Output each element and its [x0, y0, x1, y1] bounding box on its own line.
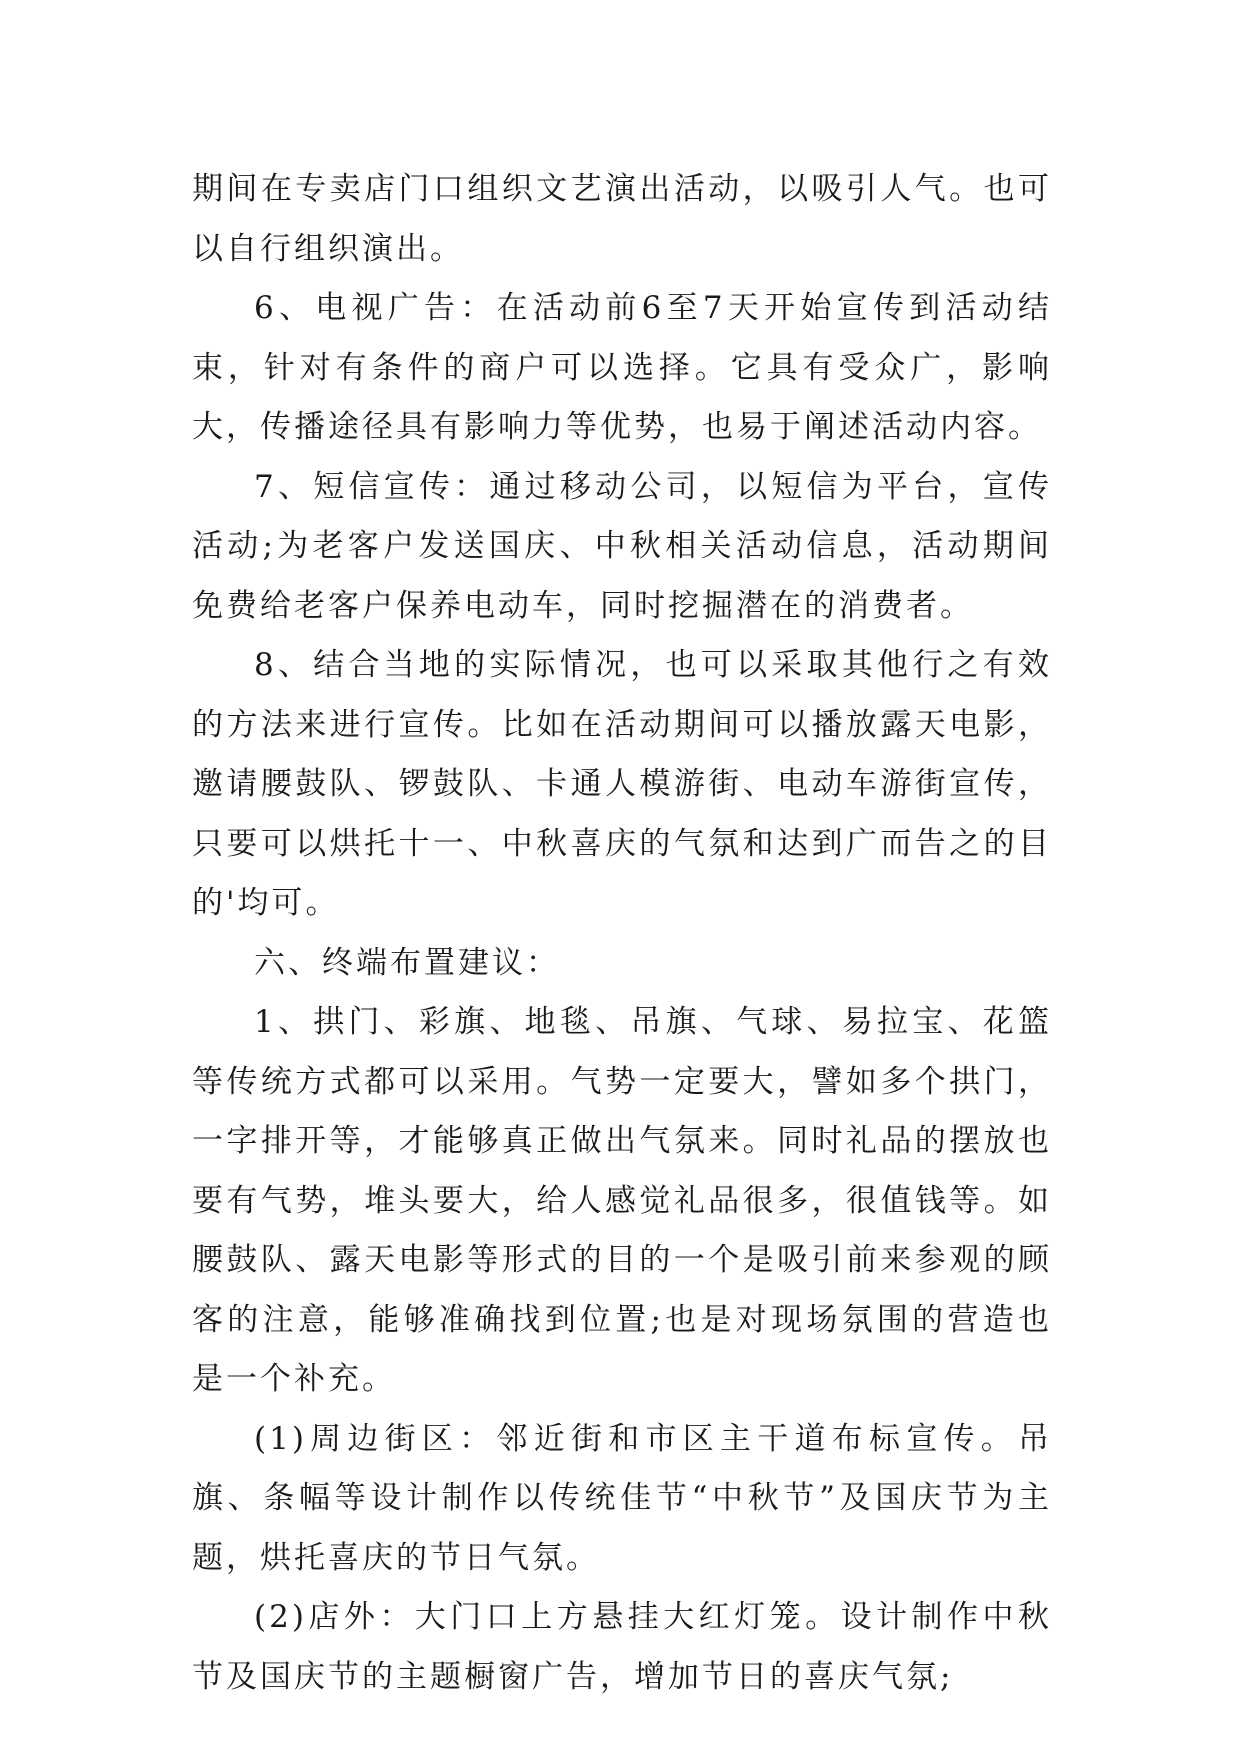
paragraph-sms-promotion: 7、短信宣传：通过移动公司，以短信为平台，宣传活动;为老客户发送国庆、中秋相关活动信息，活动期间免费给老客户保养电动车，同时挖掘潜在的消费者。 [192, 468, 1052, 624]
paragraph-tv-advertising: 6、电视广告：在活动前6至7天开始宣传到活动结束，针对有条件的商户可以选择。它具有受众广，影响大，传播途径具有影响力等优势，也易于阐述活动内容。 [192, 290, 1052, 445]
document-body [192, 160, 1052, 1707]
paragraph-surrounding-streets: (1)周边街区：邻近街和市区主干道布标宣传。吊旗、条幅等设计制作以传统佳节“中秋节”及国庆节为主题，烘托喜庆的节日气氛。 [192, 1420, 1052, 1576]
section-heading-terminal-layout: 六、终端布置建议： [254, 944, 560, 981]
paragraph-traditional-decor: 1、拱门、彩旗、地毯、吊旗、气球、易拉宝、花篮等传统方式都可以采用。气势一定要大，譬如多个拱门，一字排开等，才能够真正做出气氛来。同时礼品的摆放也要有气势，堆头要大，给人感觉礼品很多，很值钱等。如腰鼓队、露天电影等形式的目的一个是吸引前来参观的顾客的注意，能够准确找到位置;也是对现场氛围的营造也是一个补充。 [192, 1004, 1052, 1397]
paragraph-local-methods: 8、结合当地的实际情况，也可以采取其他行之有效的方法来进行宣传。比如在活动期间可以播放露天电影，邀请腰鼓队、锣鼓队、卡通人模游街、电动车游街宣传，只要可以烘托十一、中秋喜庆的气氛和达到广而告之的目的'均可。 [192, 647, 1052, 921]
paragraph-outside-store: (2)店外：大门口上方悬挂大红灯笼。设计制作中秋节及国庆节的主题橱窗广告，增加节日的喜庆气氛; [192, 1599, 1052, 1695]
paragraph-continuation: 期间在专卖店门口组织文艺演出活动，以吸引人气。也可以自行组织演出。 [192, 171, 1052, 267]
